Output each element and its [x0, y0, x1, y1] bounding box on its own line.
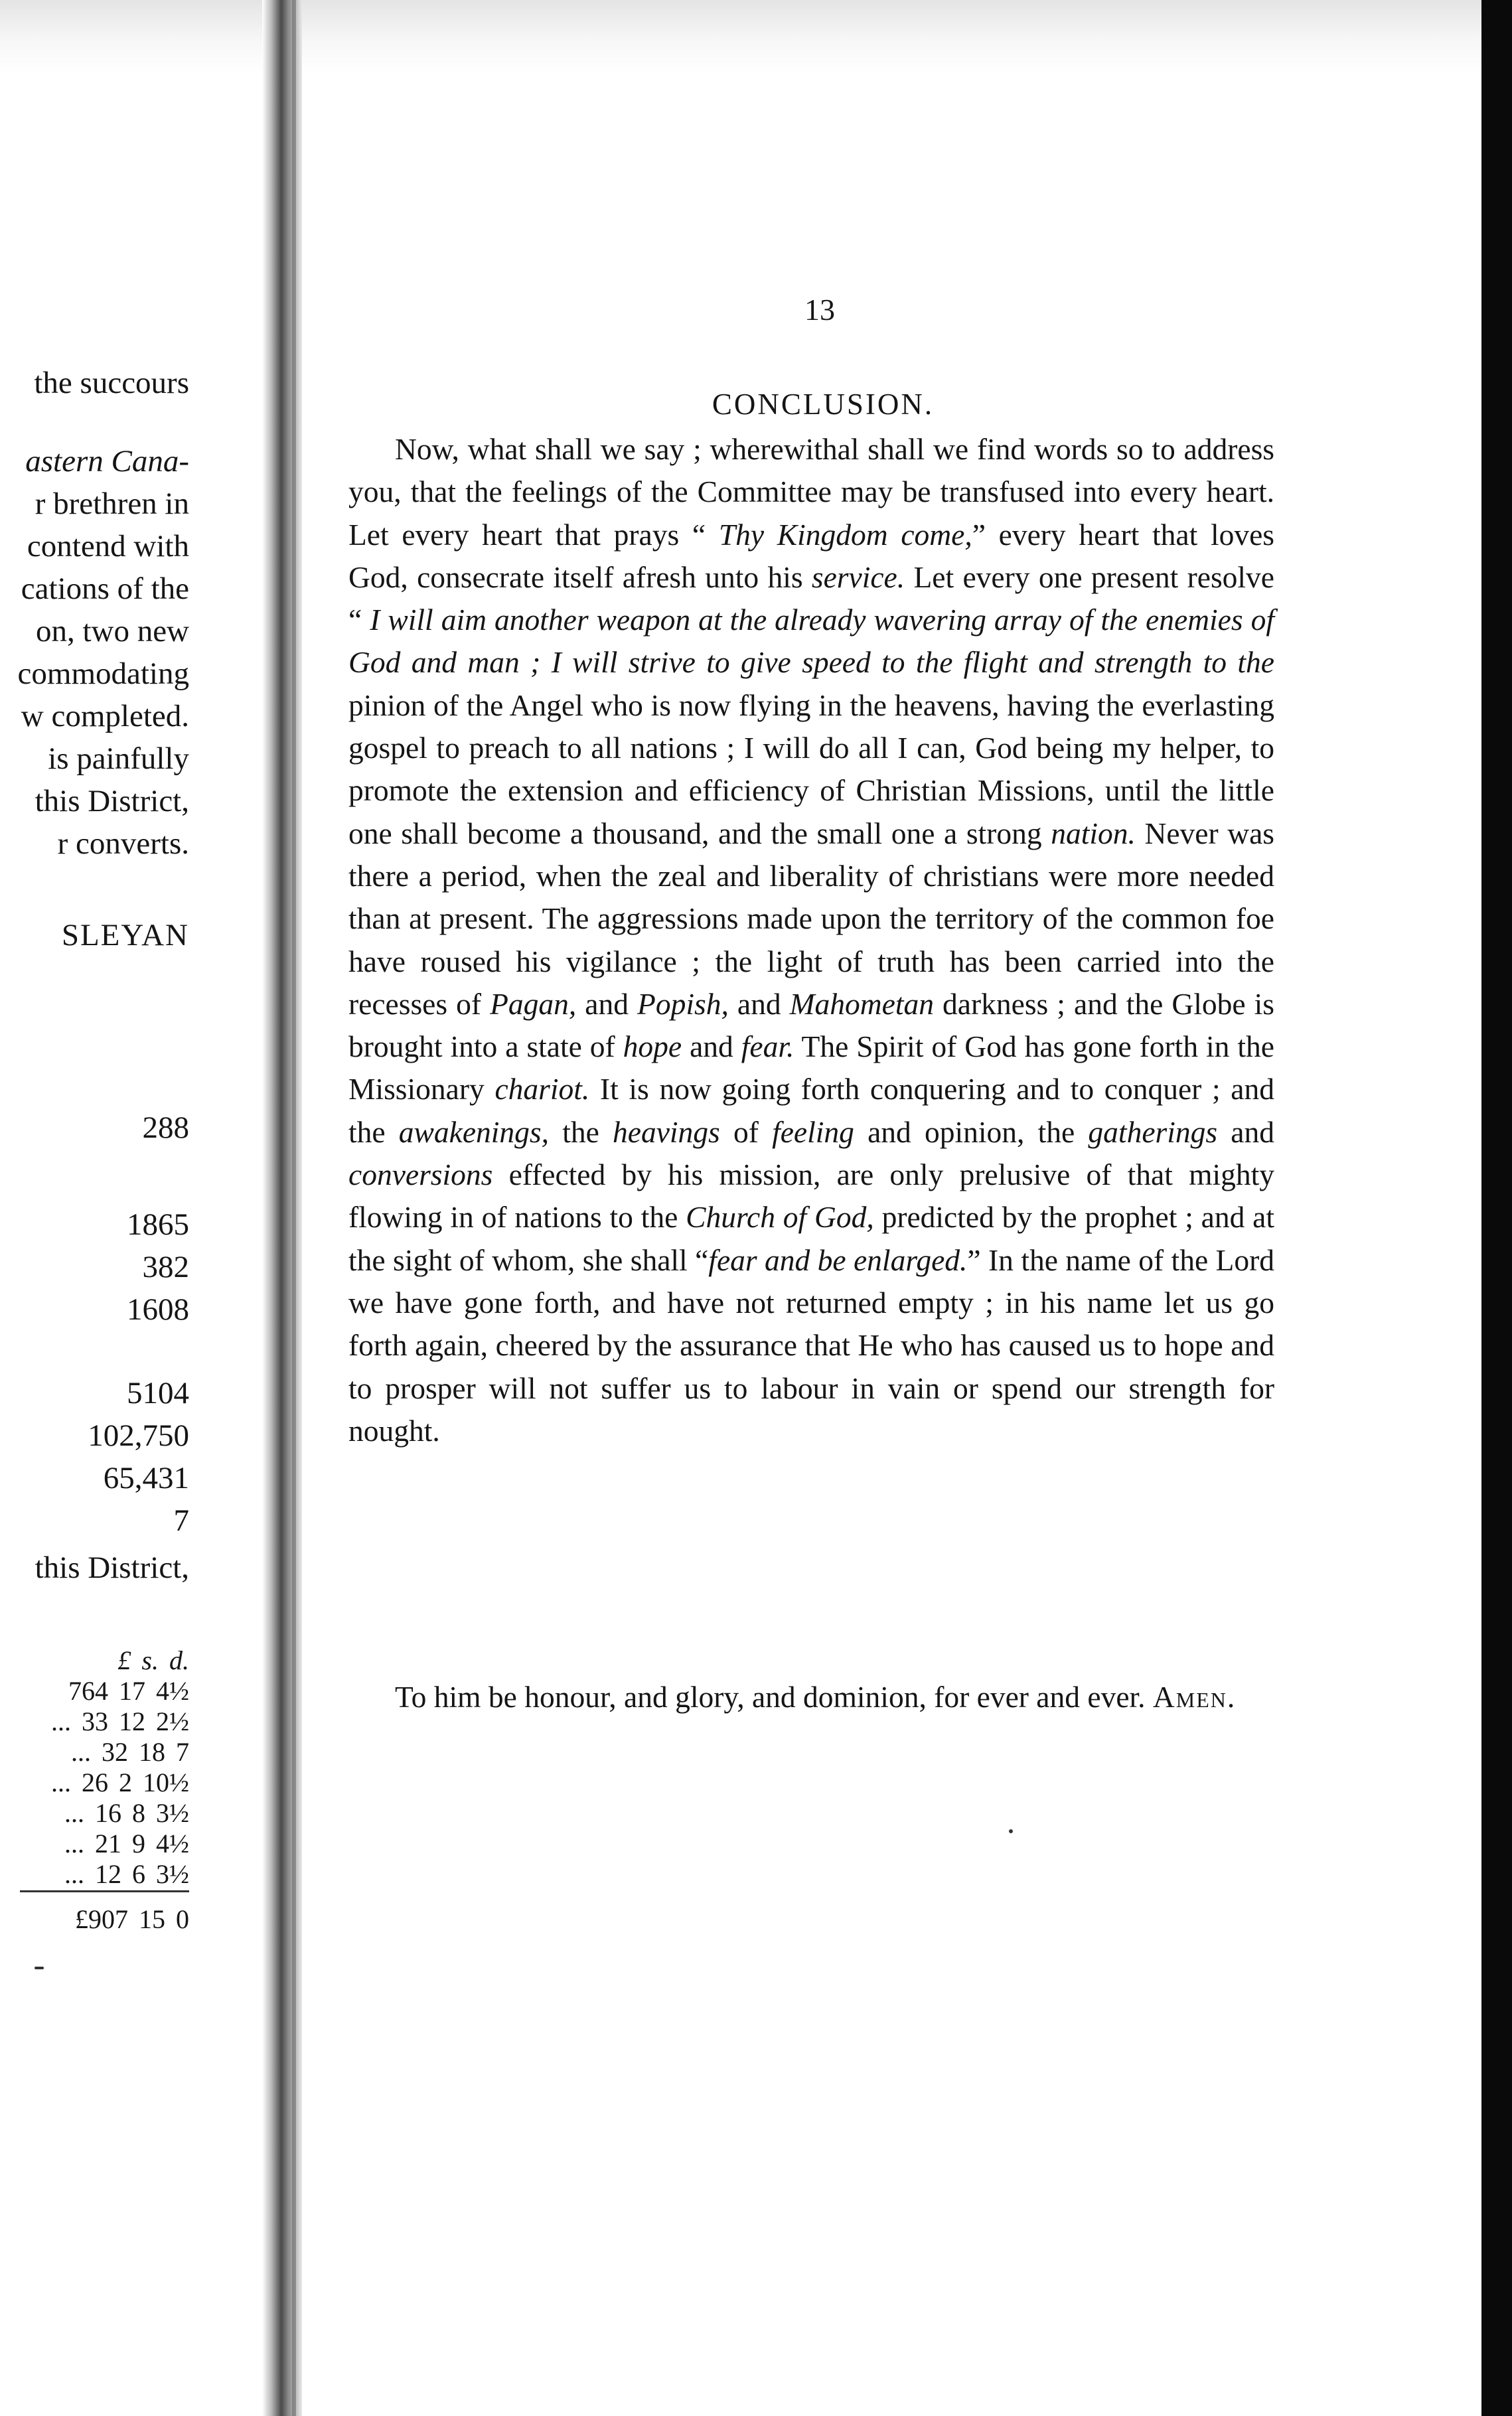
italic-run: hope [623, 1029, 682, 1064]
ledger-row: ... 26 2 10½ [51, 1768, 189, 1797]
ledger-row: ... 21 9 4½ [64, 1829, 189, 1858]
text-run: To him be honour, and glory, and dominion, for ever and ever. [395, 1680, 1153, 1714]
left-line: the succours [34, 366, 189, 400]
text-run: pinion of the Angel who is now flying in the heavens, having the everlasting gospel to preach to all nations ; I will do all I can, God being my helper, to promote the extension and efficiency of Christian Missions, until the little one shall become a thousand, and the small one a strong [348, 688, 1274, 850]
ink-speck [1009, 1829, 1013, 1833]
left-line: contend with [27, 529, 189, 564]
binding-gutter [262, 0, 302, 2416]
binding-gutter-line [292, 0, 296, 2416]
text-run: predicted by the prophet ; and at the sight of whom, she shall “ [348, 1200, 1274, 1277]
left-line: is painfully [48, 741, 189, 776]
italic-run: Popish, [637, 986, 729, 1021]
left-line: this District, [35, 1550, 189, 1585]
text-run: The Spirit of God has gone forth in the Missionary [348, 1029, 1274, 1106]
amen-text: Amen. [1152, 1680, 1237, 1714]
left-line: cations of the [21, 571, 189, 606]
italic-run: fear and be enlarged. [708, 1243, 968, 1277]
italic-run: conversions [348, 1158, 493, 1192]
left-number: 7 [173, 1503, 189, 1538]
left-number: 102,750 [88, 1418, 189, 1453]
left-heading-fragment: SLEYAN [61, 918, 189, 952]
ledger-row: ... 32 18 7 [71, 1737, 189, 1767]
italic-run: nation. [1051, 816, 1136, 850]
left-line: astern Cana- [25, 444, 189, 479]
text-run: the [549, 1114, 613, 1149]
italic-run: heavings [613, 1114, 720, 1149]
left-number: 1608 [127, 1292, 189, 1327]
left-line: r converts. [57, 826, 189, 861]
italic-run: Mahometan [789, 986, 934, 1021]
italic-run: Church of God, [686, 1200, 874, 1235]
ledger-row: ... 16 8 3½ [64, 1798, 189, 1828]
ledger-row: 764 17 4½ [68, 1676, 189, 1706]
italic-run: service. [811, 560, 905, 594]
doxology-paragraph [348, 1676, 1274, 1718]
ledger-header: £ s. d. [117, 1645, 189, 1675]
left-number: 288 [142, 1110, 189, 1145]
left-page-fragment [0, 0, 262, 2416]
italic-run: feeling [772, 1114, 854, 1149]
text-run: and [1217, 1114, 1274, 1149]
text-run: effected by his mission, are only prelusive of that mighty flowing in of nations to the [348, 1158, 1274, 1235]
section-title: CONCLUSION. [712, 388, 935, 421]
ledger-total-rule [20, 1890, 189, 1892]
italic-run: Pagan, [490, 986, 577, 1021]
left-number: 382 [142, 1250, 189, 1284]
left-number: 5104 [127, 1376, 189, 1410]
scan-border-right [1481, 0, 1512, 2416]
italic-run: I will aim another weapon at the already wavering array of the enemies of God and man ; I will strive to give speed to the flight and strength to the [348, 603, 1274, 680]
text-run: and [576, 986, 638, 1021]
text-run: Now, what shall we say ; wherewithal shall we find words so to address you, that the feelings of the Committee may be transfused into every heart. Let every heart that prays “ [348, 432, 1274, 552]
italic-run: Thy Kingdom come, [718, 517, 972, 552]
text-run: It is now going forth conquering and to conquer ; and the [348, 1072, 1274, 1149]
conclusion-paragraph [348, 428, 1274, 1452]
italic-run: awakenings, [398, 1114, 550, 1149]
text-run: ” In the name of the Lord we have gone forth, and have not returned empty ; in his name let us go forth again, cheered by the assurance that He who has caused us to hope and to prosper will not suffer us to labour in vain or spend our strength for nought. [348, 1243, 1274, 1448]
left-line: this District, [35, 784, 189, 818]
text-run: and [682, 1029, 741, 1064]
text-run: and [728, 986, 790, 1021]
left-line: on, two new [35, 614, 189, 648]
text-run: and opinion, the [854, 1114, 1089, 1149]
italic-run: chariot. [494, 1072, 590, 1106]
ledger-total: £907 15 0 [75, 1904, 189, 1934]
text-run: of [719, 1114, 773, 1149]
left-line: w completed. [21, 699, 189, 733]
page-number: 13 [804, 293, 835, 327]
text-run: Let every one present resolve “ [348, 560, 1274, 637]
italic-run: fear. [741, 1029, 794, 1064]
left-number: 65,431 [103, 1461, 189, 1495]
left-line: r brethren in [35, 487, 189, 521]
left-number: 1865 [127, 1207, 189, 1242]
left-line: commodating [17, 656, 189, 691]
ink-speck [35, 1967, 44, 1969]
ledger-row: ... 33 12 2½ [51, 1706, 189, 1736]
italic-run: gatherings [1088, 1114, 1218, 1149]
text-run: darkness ; and the Globe is brought into a state of [348, 986, 1274, 1064]
text-run: Never was there a period, when the zeal and liberality of christians were more needed than at present. The aggressions made upon the territory of the common foe have roused his vigilance ; the light of truth has been carried into the recesses of [348, 816, 1274, 1021]
text-run: ” every heart that loves God, consecrate itself afresh unto his [348, 517, 1274, 594]
ledger-row: ... 12 6 3½ [64, 1859, 189, 1889]
